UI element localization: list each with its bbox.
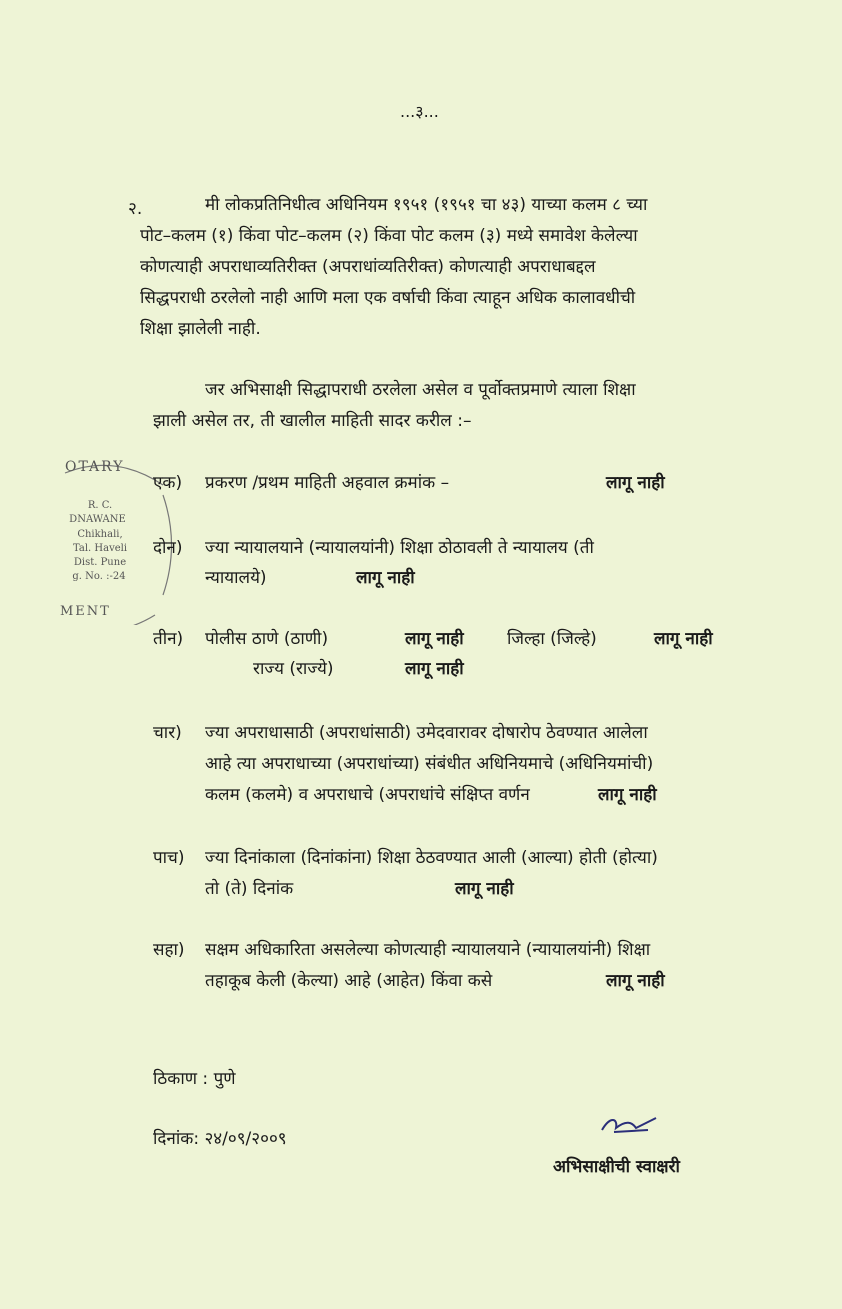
item-teen-label: तीन) bbox=[153, 629, 184, 649]
item-ek-value: लागू नाही bbox=[606, 473, 665, 493]
place: ठिकाण : पुणे bbox=[153, 1069, 236, 1089]
para1-line-4: सिद्धपराधी ठरलेलो नाही आणि मला एक वर्षाची किंवा त्याहून अधिक कालावधीची bbox=[140, 288, 636, 308]
stamp-arc-top: OTARY bbox=[65, 459, 125, 475]
item-don-line1: ज्या न्यायालयाने (न्यायालयांनी) शिक्षा ठोठावली ते न्यायालय (ती bbox=[205, 538, 594, 558]
para1-line-5: शिक्षा झालेली नाही. bbox=[140, 319, 261, 339]
para2-line-1: जर अभिसाक्षी सिद्धापराधी ठरलेला असेल व पूर्वोक्तप्रमाणे त्याला शिक्षा bbox=[205, 380, 636, 400]
item-don-value: लागू नाही bbox=[356, 568, 415, 588]
paragraph-number: २. bbox=[128, 199, 143, 219]
item-char-line2: आहे त्या अपराधाच्या (अपराधांच्या) संबंधीत अधिनियमाचे (अधिनियमांची) bbox=[205, 754, 654, 774]
item-char-value: लागू नाही bbox=[598, 785, 657, 805]
item-saha-line1: सक्षम अधिकारिता असलेल्या कोणत्याही न्यायालयाने (न्यायालयांनी) शिक्षा bbox=[205, 940, 651, 960]
item-teen-state-value: लागू नाही bbox=[405, 659, 464, 679]
stamp-name2: DNAWANE bbox=[69, 514, 126, 525]
stamp-line6: g. No. :-24 bbox=[72, 571, 126, 582]
item-pach-line1: ज्या दिनांकाला (दिनांकांना) शिक्षा ठेठवण्यात आली (आल्या) होती (होत्या) bbox=[205, 848, 658, 868]
para1-line-2: पोट–कलम (१) किंवा पोट–कलम (२) किंवा पोट कलम (३) मध्ये समावेश केलेल्या bbox=[140, 226, 638, 246]
item-ek-text: प्रकरण /प्रथम माहिती अहवाल क्रमांक – bbox=[205, 473, 450, 493]
item-char-line3: कलम (कलमे) व अपराधाचे (अपराधांचे संक्षिप्त वर्णन bbox=[205, 785, 530, 805]
para1-line-1: मी लोकप्रतिनिधीत्व अधिनियम १९५१ (१९५१ चा ४३) याच्या कलम ८ च्या bbox=[205, 195, 648, 215]
signature-caption: अभिसाक्षीची स्वाक्षरी bbox=[553, 1157, 680, 1177]
item-teen-state: राज्य (राज्ये) bbox=[253, 659, 334, 679]
stamp-arc-bottom: MENT bbox=[60, 604, 111, 619]
item-pach-value: लागू नाही bbox=[455, 879, 514, 899]
stamp-line4: Tal. Haveli bbox=[72, 543, 128, 554]
signature-mark bbox=[596, 1110, 666, 1142]
stamp-line5: Dist. Pune bbox=[73, 557, 127, 568]
item-ek-label: एक) bbox=[153, 473, 183, 493]
item-teen-police: पोलीस ठाणे (ठाणी) bbox=[205, 629, 329, 649]
item-teen-district: जिल्हा (जिल्हे) bbox=[507, 629, 597, 649]
para1-line-3: कोणत्याही अपराधाव्यतिरीक्त (अपराधांव्यतिरीक्त) कोणत्याही अपराधाबद्दल bbox=[140, 257, 596, 277]
item-saha-line2: तहाकूब केली (केल्या) आहे (आहेत) किंवा कसे bbox=[205, 971, 493, 991]
stamp-name1: R. C. bbox=[87, 500, 113, 511]
item-char-line1: ज्या अपराधासाठी (अपराधांसाठी) उमेदवारावर दोषारोप ठेवण्यात आलेला bbox=[205, 723, 648, 743]
stamp-line3: Chikhali, bbox=[77, 529, 123, 540]
page-number: ...३... bbox=[400, 102, 439, 121]
item-teen-police-value: लागू नाही bbox=[405, 629, 464, 649]
para2-line-2: झाली असेल तर, ती खालील माहिती सादर करील :– bbox=[153, 411, 472, 431]
item-pach-line2: तो (ते) दिनांक bbox=[205, 879, 294, 899]
item-saha-value: लागू नाही bbox=[606, 971, 665, 991]
item-pach-label: पाच) bbox=[153, 848, 185, 868]
item-don-label: दोन) bbox=[153, 538, 183, 558]
item-don-line2: न्यायालये) bbox=[205, 568, 267, 588]
item-saha-label: सहा) bbox=[153, 940, 185, 960]
item-teen-district-value: लागू नाही bbox=[654, 629, 713, 649]
date: दिनांक: २४/०९/२००९ bbox=[153, 1129, 287, 1149]
item-char-label: चार) bbox=[153, 723, 182, 743]
